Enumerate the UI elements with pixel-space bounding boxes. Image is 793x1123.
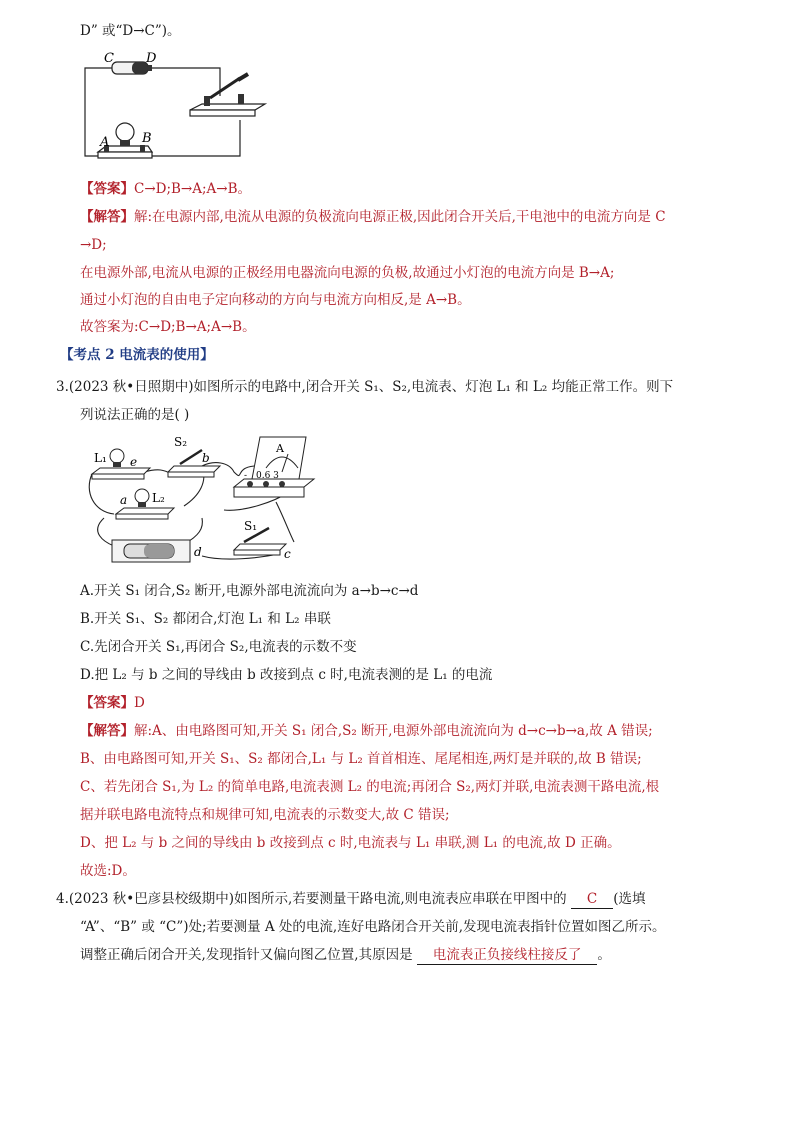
battery-holder-icon [112, 540, 190, 562]
q2-solution-line-2: →D; [80, 237, 107, 253]
q3-solution-line-1 [80, 722, 653, 740]
solution-label: 【解答】 [80, 723, 134, 739]
switch-s1-icon [234, 528, 286, 555]
label-D: D [146, 51, 157, 66]
label-minus: - [244, 471, 248, 481]
answer-label: 【答案】 [80, 181, 134, 197]
label-L1: L₁ [94, 451, 107, 465]
q4-line3-prefix: 调整正确后闭合开关,发现指针又偏向图乙位置,其原因是 [80, 947, 413, 963]
q2-solution-line-3: 在电源外部,电流从电源的正极经用电器流向电源的负极,故通过小灯泡的电流方向是 B→A; [80, 265, 615, 281]
circuit-figure-1 [80, 48, 270, 166]
q4-line-1 [56, 890, 646, 909]
q3-stem-line-1: 3.(2023 秋•日照期中)如图所示的电路中,闭合开关 S₁、S₂,电流表、灯泡 L₁ 和 L₂ 均能正常工作。则下 [56, 379, 674, 395]
q3-solution-line-4: 据并联电路电流特点和规律可知,电流表的示数变大,故 C 错误; [80, 807, 450, 823]
label-d: d [194, 545, 202, 559]
q4-line-3 [80, 946, 611, 965]
section-title: 【考点 2 电流表的使用】 [60, 347, 214, 363]
q3-solution-line-6: 故选:D。 [80, 863, 136, 879]
q3-answer [80, 694, 145, 712]
q4-blank-2[interactable]: 电流表正负接线柱接反了 [417, 946, 598, 965]
q3-solution-line-2: B、由电路图可知,开关 S₁、S₂ 都闭合,L₁ 与 L₂ 首首相连、尾尾相连,两灯是并联的,故 B 错误; [80, 751, 642, 767]
q4-prefix: 4.(2023 秋•巴彦县校级期中)如图所示,若要测量干路电流,则电流表应串联在甲图中的 [56, 891, 567, 907]
solution-label: 【解答】 [80, 209, 134, 225]
label-scale: 0.6 3 [256, 471, 279, 481]
q3-option-b[interactable]: B.开关 S₁、S₂ 都闭合,灯泡 L₁ 和 L₂ 串联 [80, 611, 331, 627]
label-a: a [120, 493, 128, 507]
q4-blank-1[interactable]: C [571, 890, 613, 909]
q3-solution-line-3: C、若先闭合 S₁,为 L₂ 的简单电路,电流表测 L₂ 的电流;再闭合 S₂,两灯并联,电流表测干路电流,根 [80, 779, 660, 795]
q2-solution-line-1 [80, 208, 666, 226]
ammeter-icon [234, 437, 314, 497]
label-L2: L₂ [152, 491, 165, 505]
q3-solution-line-5: D、把 L₂ 与 b 之间的导线由 b 改接到点 c 时,电流表与 L₁ 串联,测 L₁ 的电流,故 D 正确。 [80, 835, 621, 851]
solution-text: 解:在电源内部,电流从电源的负极流向电源正极,因此闭合开关后,干电池中的电流方向是 C [134, 209, 666, 225]
label-e: e [130, 455, 138, 469]
circuit-figure-2 [84, 432, 324, 572]
label-c: c [284, 547, 291, 561]
answer-label: 【答案】 [80, 695, 134, 711]
label-B: B [142, 131, 152, 146]
label-A: A [100, 135, 110, 150]
q3-option-a[interactable]: A.开关 S₁ 闭合,S₂ 断开,电源外部电流流向为 a→b→c→d [80, 583, 419, 599]
q2-solution-line-4: 通过小灯泡的自由电子定向移动的方向与电流方向相反,是 A→B。 [80, 292, 471, 308]
q4-line3-suffix: 。 [597, 947, 611, 963]
label-b: b [202, 451, 210, 465]
solution-text: 解:A、由电路图可知,开关 S₁ 闭合,S₂ 断开,电源外部电流流向为 d→c→b→a,故 A 错误; [134, 723, 653, 739]
label-S1: S₁ [244, 519, 258, 533]
q2-answer [80, 180, 251, 198]
label-C: C [104, 51, 114, 66]
answer-text: D [134, 695, 145, 711]
switch-s2-icon [168, 450, 220, 477]
q3-option-c[interactable]: C.先闭合开关 S₁,再闭合 S₂,电流表的示数不变 [80, 639, 357, 655]
q4-line-2: “A”、“B” 或 “C”)处;若要测量 A 处的电流,连好电路闭合开关前,发现电流表指针位置如图乙所示。 [80, 919, 666, 935]
q3-option-d[interactable]: D.把 L₂ 与 b 之间的导线由 b 改接到点 c 时,电流表测的是 L₁ 的电流 [80, 667, 493, 683]
label-S2: S₂ [174, 435, 188, 449]
top-line: D” 或“D→C”)。 [80, 23, 181, 39]
q4-suffix: (选填 [613, 891, 646, 907]
q2-solution-line-5: 故答案为:C→D;B→A;A→B。 [80, 319, 256, 335]
answer-text: C→D;B→A;A→B。 [134, 181, 252, 197]
switch-icon [190, 74, 265, 116]
label-A-meter: A [276, 442, 284, 455]
q3-stem-line-2: 列说法正确的是( ) [80, 407, 190, 423]
